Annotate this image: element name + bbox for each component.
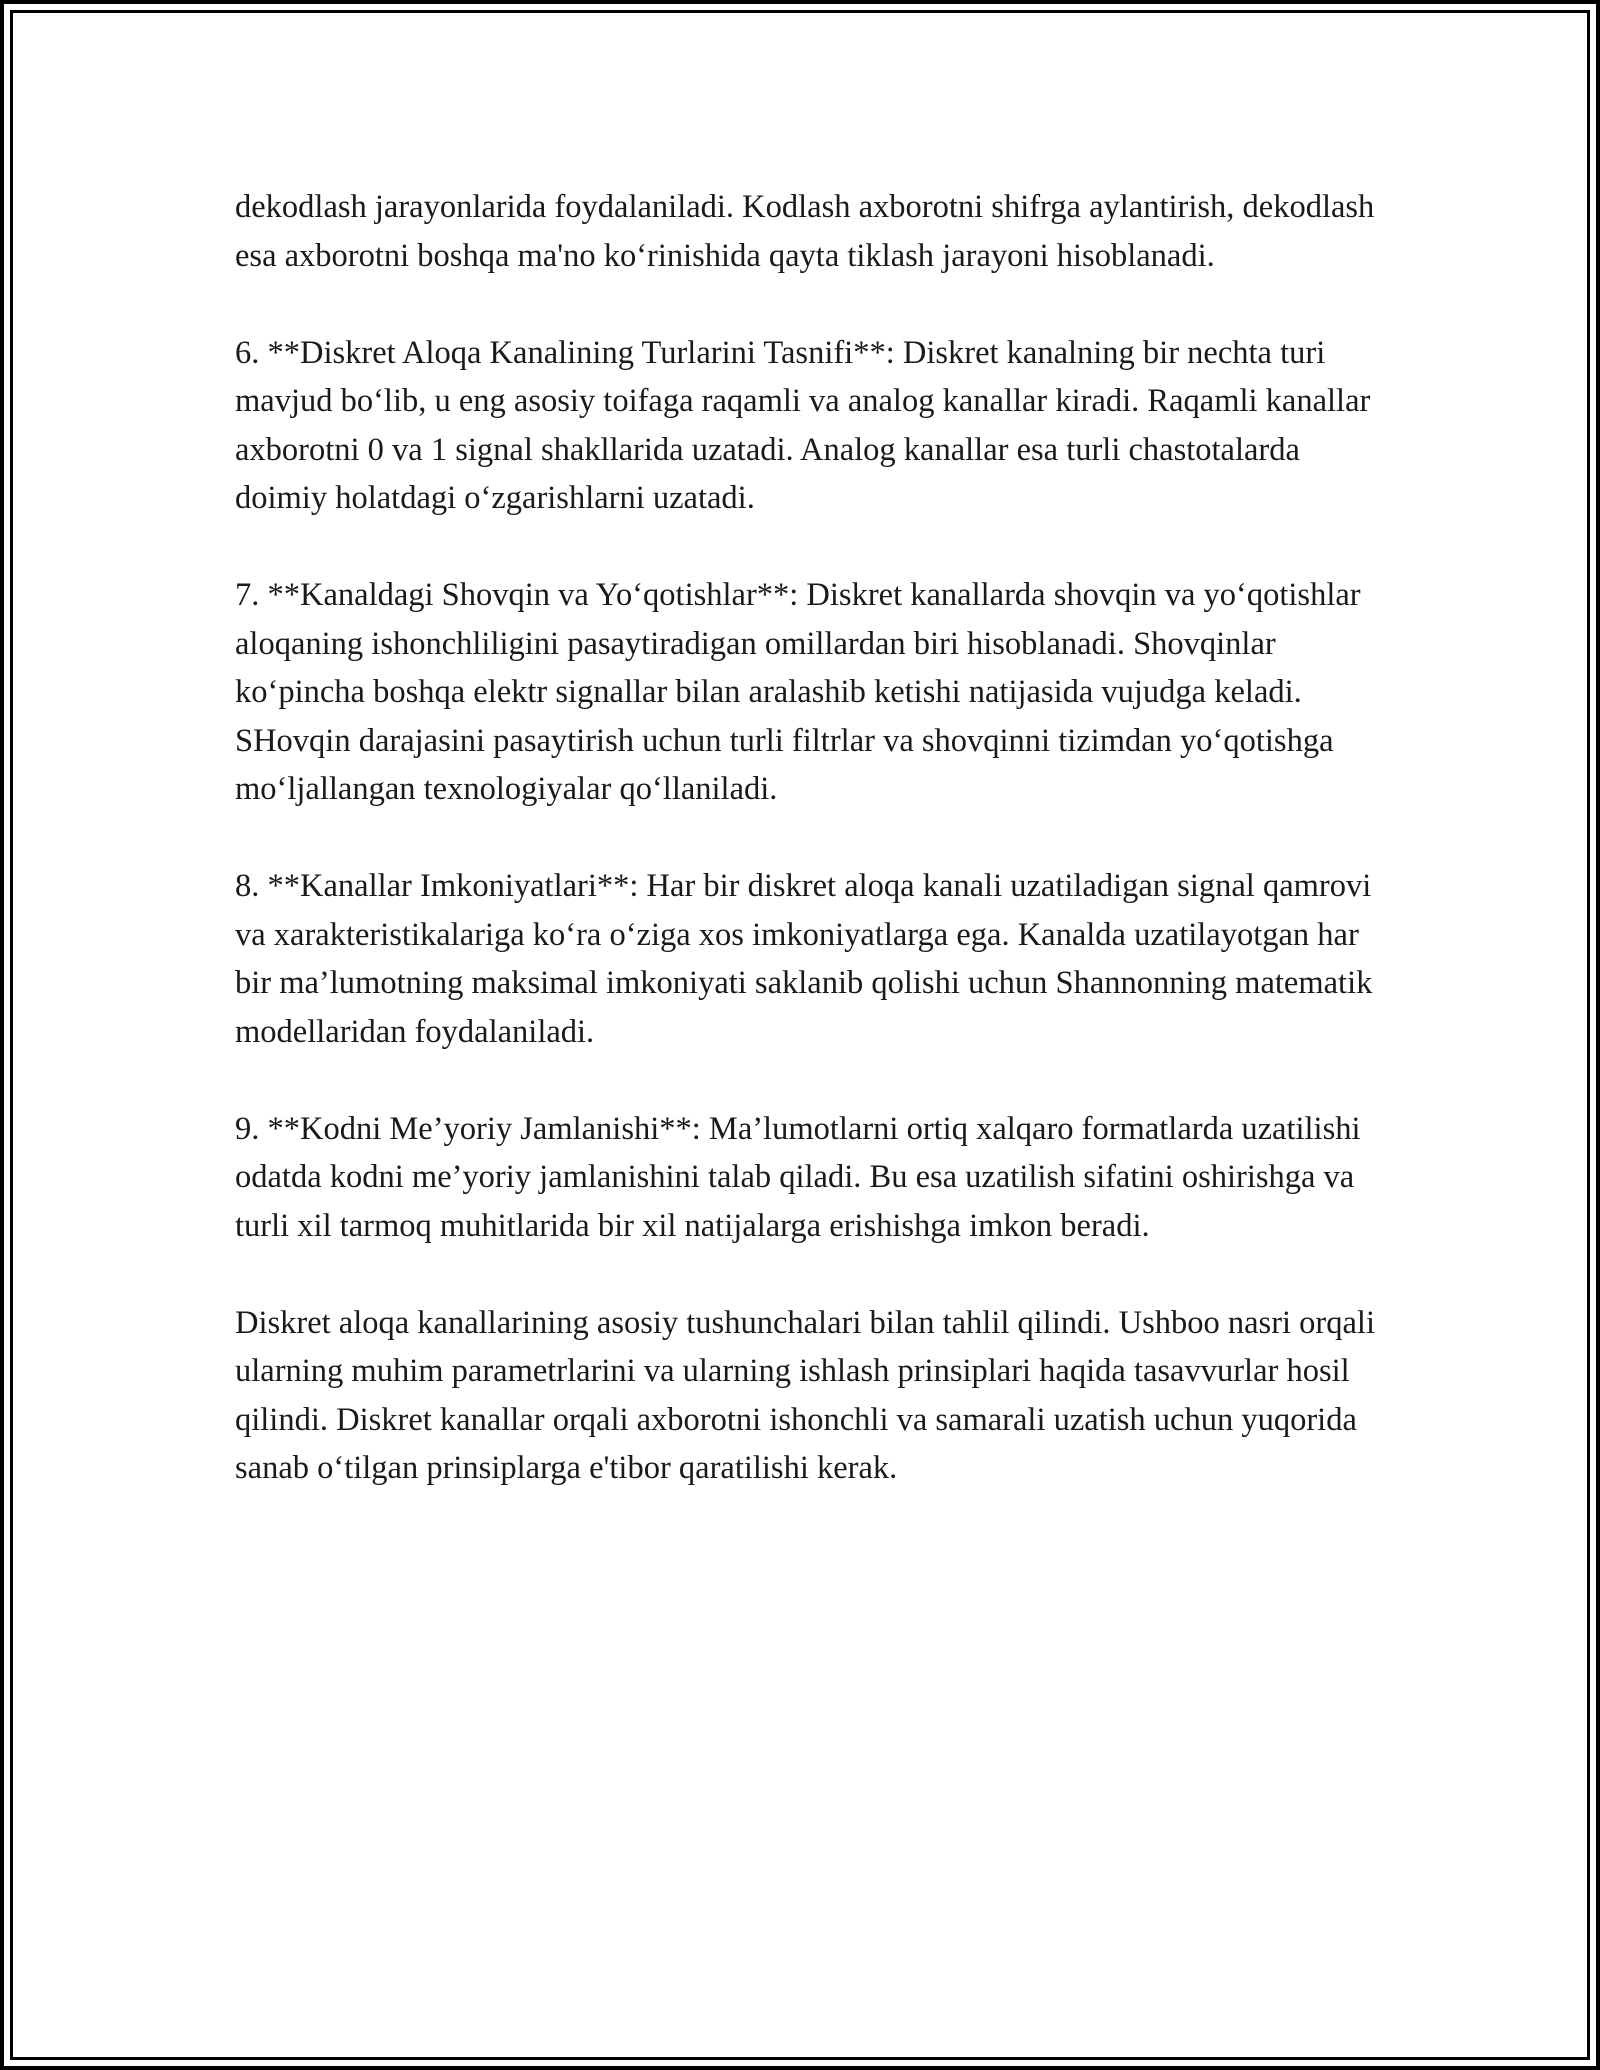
paragraph-item-6: 6. **Diskret Aloqa Kanalining Turlarini Tasnifi**: Diskret kanalning bir nechta turi mavjud bo‘lib, u eng asosiy toifaga raqamli va analog kanallar kiradi. Raqamli kanallar axborotni 0 va 1 signal shakllarida uzatadi. Analog kanallar esa turli chastotalarda doimiy holatdagi o‘zgarishlarni uzatadi. [235,334,1371,516]
paragraph-conclusion: Diskret aloqa kanallarining asosiy tushunchalari bilan tahlil qilindi. Ushboo nasri orqali ularning muhim parametrlarini va ularning ishlash prinsiplari haqida tasavvurlar hosil qilindi. Diskret kanallar orqali axborotni ishonchli va samarali uzatish uchun yuqorida sanab o‘tilgan prinsiplarga e'tibor qaratilishi kerak. [235,1304,1375,1486]
paragraph-intro-continuation: dekodlash jarayonlarida foydalaniladi. Kodlash axborotni shifrga aylantirish, dekodlash esa axborotni boshqa ma'no ko‘rinishida qayta tiklash jarayoni hisoblanadi. [235,189,1375,274]
paragraph-item-7: 7. **Kanaldagi Shovqin va Yo‘qotishlar**: Diskret kanallarda shovqin va yo‘qotishlar aloqaning ishonchliligini pasaytiradigan omillardan biri hisoblanadi. Shovqinlar ko‘pincha boshqa elektr signallar bilan aralashib ketishi natijasida vujudga keladi. SHovqin darajasini pasaytirish uchun turli filtrlar va shovqinni tizimdan yo‘qotishga mo‘ljallangan texnologiyalar qo‘llaniladi. [235,577,1361,807]
paragraph-item-9: 9. **Kodni Me’yoriy Jamlanishi**: Ma’lumotlarni ortiq xalqaro formatlarda uzatilishi odatda kodni me’yoriy jamlanishini talab qiladi. Bu esa uzatilish sifatini oshirishga va turli xil tarmoq muhitlarida bir xil natijalarga erishishga imkon beradi. [235,1110,1361,1244]
document-body [235,183,1375,1541]
paragraph-item-8: 8. **Kanallar Imkoniyatlari**: Har bir diskret aloqa kanali uzatiladigan signal qamrovi va xarakteristikalariga ko‘ra o‘ziga xos imkoniyatlarga ega. Kanalda uzatilayotgan har bir ma’lumotning maksimal imkoniyati saklanib qolishi uchun Shannonning matematik modellaridan foydalaniladi. [235,868,1373,1050]
